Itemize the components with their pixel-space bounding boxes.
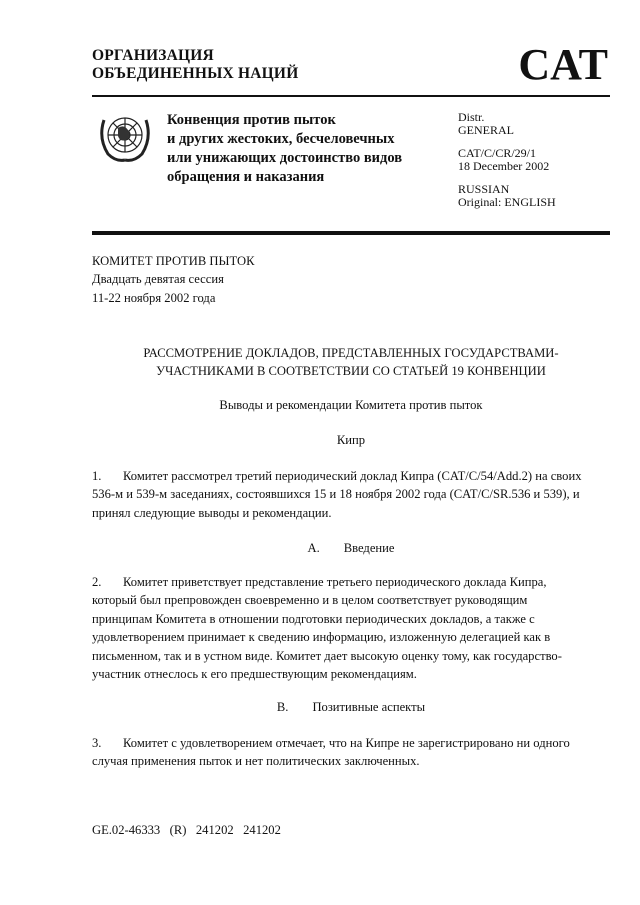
original-language: Original: ENGLISH: [458, 195, 556, 209]
paragraph-number: 3.: [92, 736, 102, 750]
document-title: [92, 344, 610, 381]
divider-thick: [92, 231, 610, 235]
convention-line: обращения и наказания: [167, 169, 325, 185]
paragraph-line: письменном, так и в устном виде. Комитет дает высокую оценку тому, как государство-: [92, 648, 562, 663]
paragraph-line: принял следующие выводы и рекомендации.: [92, 505, 332, 520]
paragraph-number: 2.: [92, 575, 102, 589]
distr-value: GENERAL: [458, 123, 514, 137]
paragraph-number: 1.: [92, 469, 102, 483]
committee-name: КОМИТЕТ ПРОТИВ ПЫТОК: [92, 254, 255, 268]
section-heading-a: [92, 539, 610, 557]
divider: [92, 95, 610, 97]
paragraph-line: случая применения пыток и нет политических заключенных.: [92, 754, 420, 769]
paragraph-1: [92, 467, 582, 522]
paragraph-line: Комитет с удовлетворением отмечает, что на Кипре не зарегистрировано ни одного: [123, 736, 570, 750]
doc-date: 18 December 2002: [458, 159, 550, 173]
section-letter: A.: [307, 541, 320, 555]
paragraph-line: удовлетворением принимает к сведению информацию, изложенную делегацией как в: [92, 630, 551, 645]
doc-language: RUSSIAN: [458, 182, 510, 196]
committee-info: [92, 252, 254, 307]
paragraph-line: Комитет рассмотрел третий периодический доклад Кипра (CAT/C/54/Add.2) на своих: [123, 469, 582, 483]
distr-label: Distr.: [458, 110, 485, 124]
section-title: Позитивные аспекты: [312, 700, 426, 714]
paragraph-line: принципам Комитета в отношении подготовки периодических докладов, а также с: [92, 611, 535, 626]
paragraph-line: который был препровожден своевременно и в целом соответствует руководящим: [92, 593, 528, 608]
paragraph-line: участник отнеслось к его предшествующим рекомендациям.: [92, 667, 417, 682]
paragraph-line: 536-м и 539-м заседаниях, состоявшихся 15 и 18 ноября 2002 года (CAT/C/SR.536 и 539), и: [92, 487, 580, 502]
convention-title: [167, 111, 402, 187]
organization-name: [92, 47, 298, 83]
org-line: ОРГАНИЗАЦИЯ: [92, 47, 214, 64]
convention-line: Конвенция против пыток: [167, 112, 336, 128]
document-symbol-large: CAT: [518, 40, 608, 89]
convention-line: и других жестоких, бесчеловечных: [167, 131, 395, 147]
session-dates: 11-22 ноября 2002 года: [92, 290, 216, 305]
section-letter: B.: [276, 700, 289, 714]
paragraph-2: [92, 573, 562, 683]
doc-symbol: CAT/C/CR/29/1: [458, 146, 537, 160]
org-line: ОБЪЕДИНЕННЫХ НАЦИЙ: [92, 65, 299, 82]
un-emblem-icon: [94, 108, 156, 166]
convention-line: или унижающих достоинство видов: [167, 150, 403, 166]
footer-job-number: GE.02-46333 (R) 241202 241202: [92, 823, 281, 837]
paragraph-line: Комитет приветствует представление третьего периодического доклада Кипра,: [123, 575, 547, 589]
title-line: РАССМОТРЕНИЕ ДОКЛАДОВ, ПРЕДСТАВЛЕННЫХ ГОСУДАРСТВАМИ-: [143, 346, 559, 360]
session: Двадцать девятая сессия: [92, 272, 224, 287]
section-heading-b: [92, 698, 610, 716]
section-title: Введение: [343, 541, 395, 555]
title-line: УЧАСТНИКАМИ В СООТВЕТСТВИИ СО СТАТЬЕЙ 19 КОНВЕНЦИИ: [156, 364, 546, 379]
subtitle: Выводы и рекомендации Комитета против пыток: [219, 398, 483, 412]
paragraph-3: [92, 734, 570, 771]
document-metadata: [458, 111, 556, 209]
country-heading: Кипр: [336, 433, 366, 447]
